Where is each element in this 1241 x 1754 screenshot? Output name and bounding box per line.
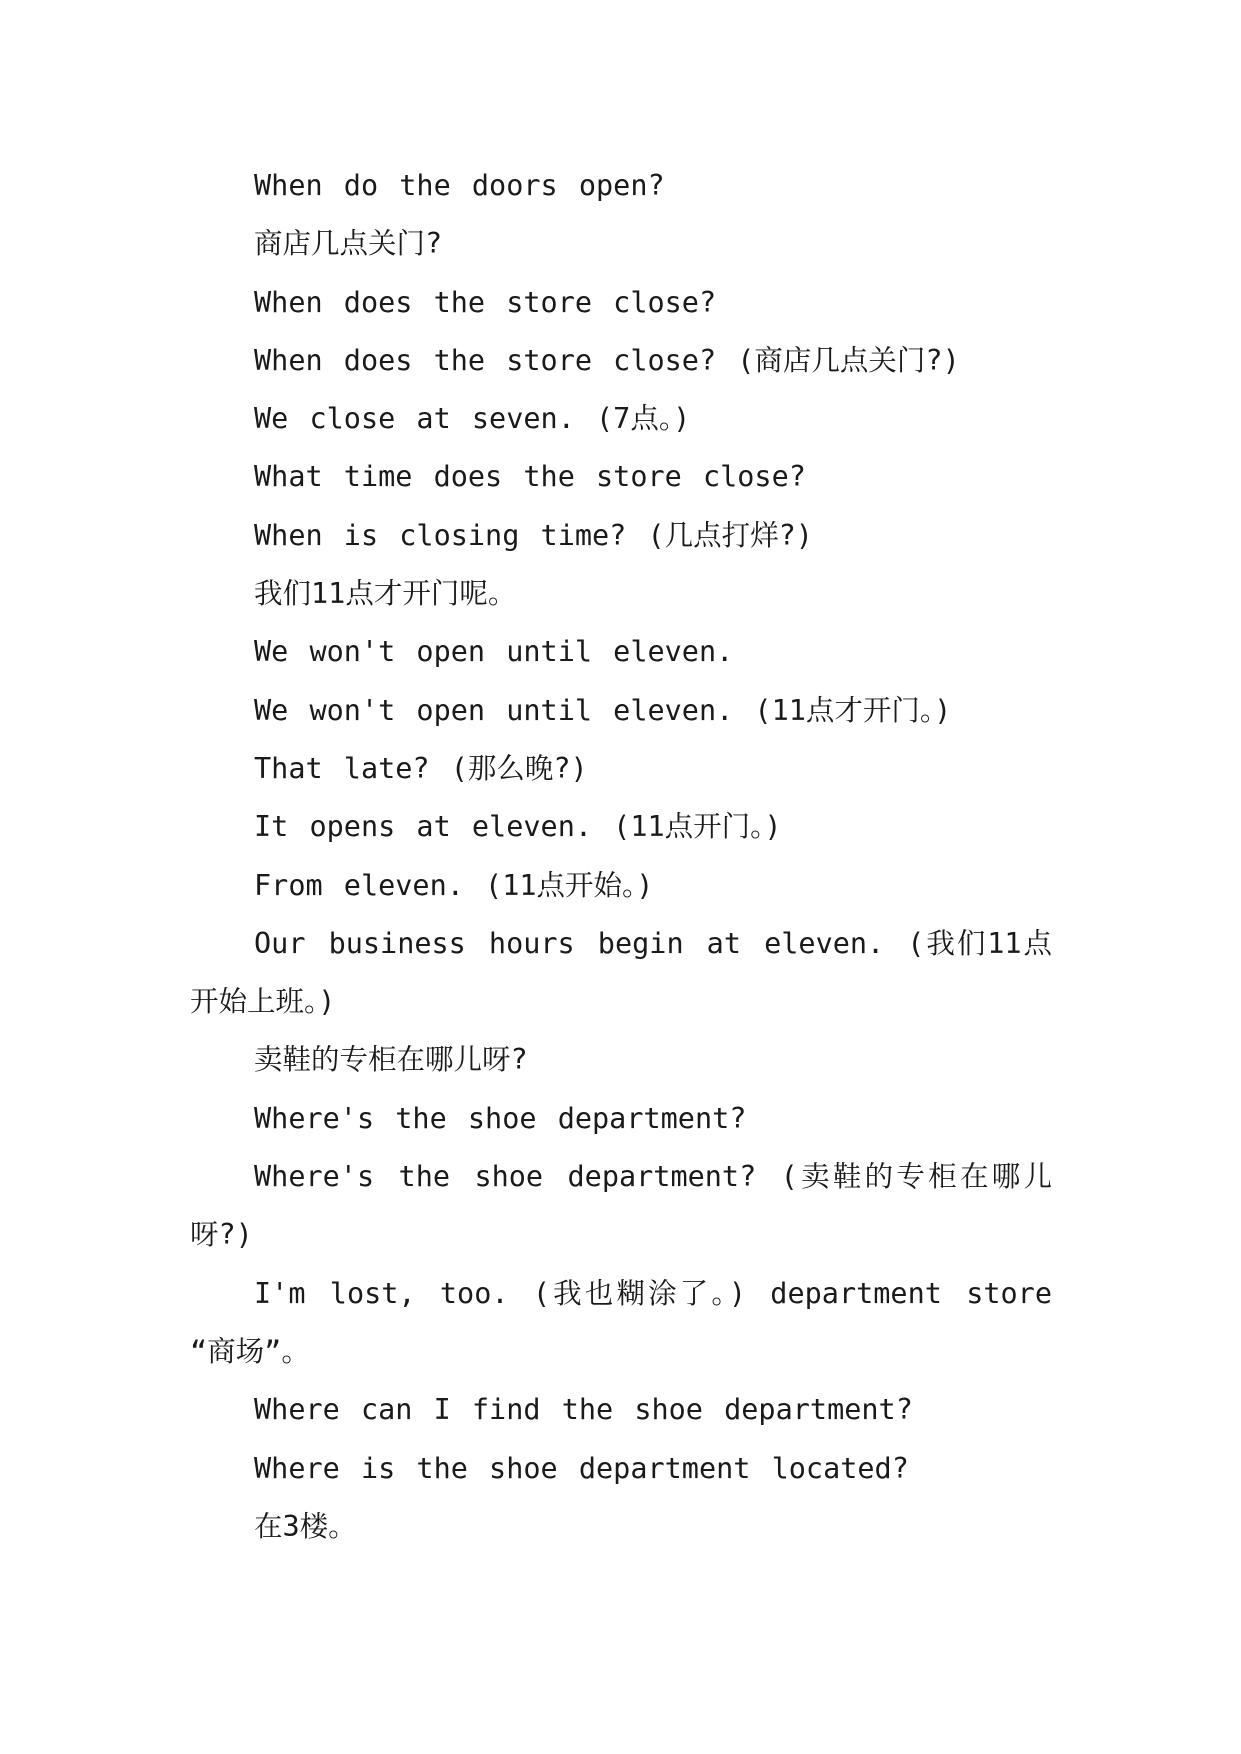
paragraph: 在3楼。 <box>254 1509 357 1543</box>
paragraph: We close at seven. (7点。) <box>254 402 691 436</box>
paragraph: That late? (那么晚?) <box>254 751 588 785</box>
paragraph: I'm lost, too. (我也糊涂了。) department store “商场”。 <box>190 1276 1052 1368</box>
paragraph: Where's the shoe department? (卖鞋的专柜在哪儿呀?) <box>190 1160 1052 1252</box>
paragraph: Where can I find the shoe department? <box>254 1393 913 1427</box>
paragraph: It opens at eleven. (11点开门。) <box>254 810 782 844</box>
paragraph: When does the store close? (商店几点关门?) <box>254 343 960 377</box>
paragraph: We won't open until eleven. <box>254 635 734 669</box>
paragraph: 商店几点关门? <box>254 227 443 261</box>
paragraph: When is closing time? (几点打烊?) <box>254 518 813 552</box>
paragraph: What time does the store close? <box>254 460 806 494</box>
paragraph: From eleven. (11点开始。) <box>254 868 654 902</box>
paragraph: Where is the shoe department located? <box>254 1451 909 1485</box>
paragraph: We won't open until eleven. (11点才开门。) <box>254 693 952 727</box>
paragraph: Our business hours begin at eleven. (我们11点开始上班。) <box>190 926 1052 1019</box>
paragraph: 卖鞋的专柜在哪儿呀? <box>254 1043 528 1077</box>
paragraph: When does the store close? <box>254 285 717 319</box>
paragraph: When do the doors open? <box>254 169 665 202</box>
paragraph: Where's the shoe department? <box>254 1101 747 1135</box>
document-body <box>190 157 1052 1556</box>
paragraph: 我们11点才开门呢。 <box>254 577 517 611</box>
